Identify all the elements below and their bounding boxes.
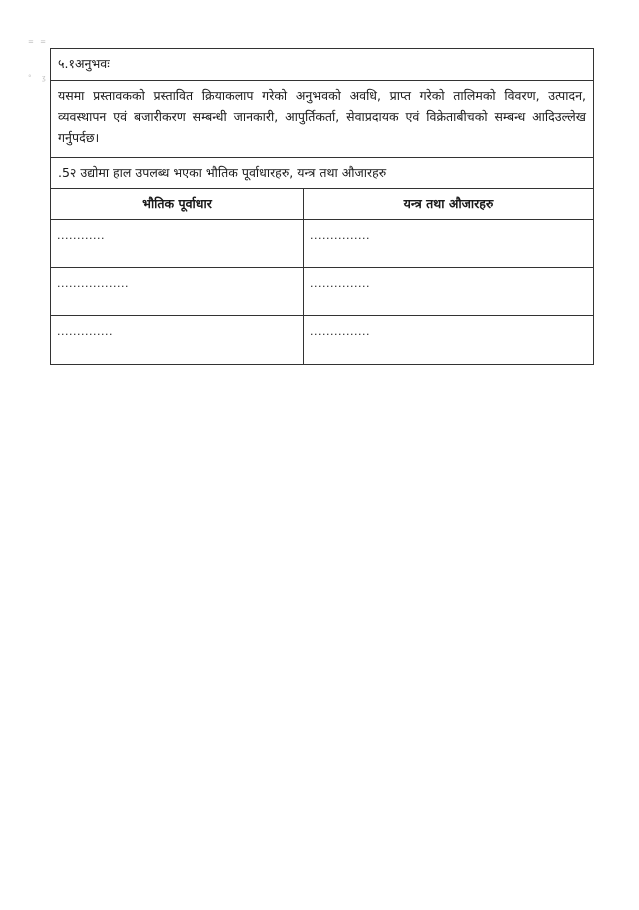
scan-mark-top: = = [28,38,48,46]
section-5-1-description [51,81,593,158]
table-cell-infrastructure[interactable]: .............. [51,316,304,364]
table-cell-tools[interactable]: ............... [310,277,370,290]
table-row [51,316,593,364]
table-cell-tools[interactable]: ............... [310,325,370,338]
scan-mark-side: ° ʒ [28,74,50,82]
column-header-physical-infrastructure: भौतिक पूर्वाधार [51,189,304,219]
table-row [51,268,593,316]
section-5-1-heading [51,49,593,81]
table-row [51,220,593,268]
column-header-machinery-tools: यन्त्र तथा औजारहरु [403,196,494,211]
section-5-1-heading-text: ५.१अनुभवः [58,56,110,71]
table-cell-tools[interactable]: ............... [310,229,370,242]
experience-form [50,48,594,365]
section-5-1-description-text: यसमा प्रस्तावकको प्रस्तावित क्रियाकलाप गरेको अनुभवको अवधि, प्राप्त गरेको तालिमको विवरण, उत्पादन, व्यवस्थापन एवं बजारीकरण सम्बन्धी जानकारी, आपुर्तिकर्ता, सेवाप्रदायक एवं विक्रेताबीचको सम्बन्ध आदिउल्लेख गर्नुपर्दछ। [58,88,586,145]
table-cell-infrastructure[interactable]: ............ [51,220,304,267]
table-header-row [51,189,593,220]
section-5-2-heading [51,158,593,189]
section-5-2-heading-text: .5२ उद्योमा हाल उपलब्ध भएका भौतिक पूर्वाधारहरु, यन्त्र तथा औजारहरु [58,165,387,180]
table-cell-infrastructure[interactable]: .................. [51,268,304,315]
